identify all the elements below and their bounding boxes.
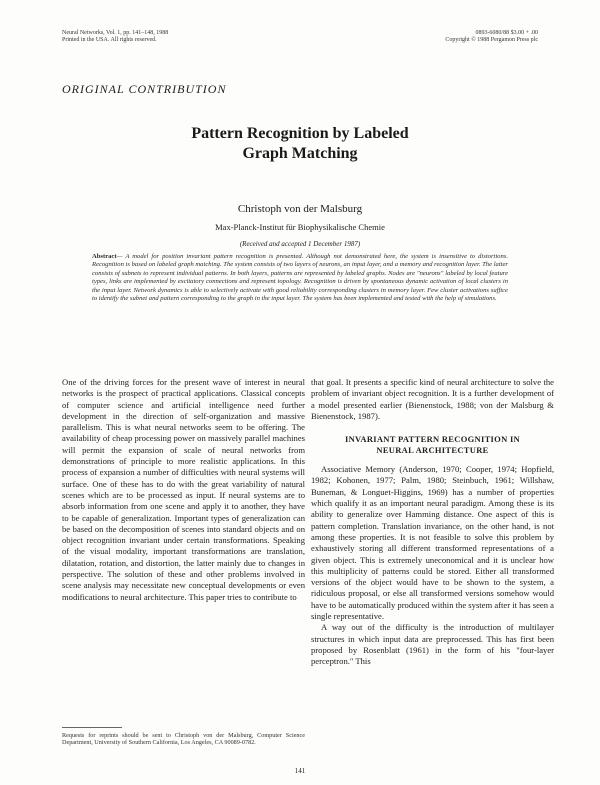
abstract-label: Abstract (92, 253, 117, 260)
section-heading-line1: INVARIANT PATTERN RECOGNITION IN (345, 434, 520, 445)
section-label: ORIGINAL CONTRIBUTION (62, 82, 227, 96)
author-affiliation: Max-Planck-Institut für Biophysikalische Chemie (215, 222, 385, 232)
body-paragraph: A way out of the difficulty is the introduction of multilayer structures in which input data are preprocessed. This has first been proposed by Rosenblatt (1961) in the form of his "four-layer perceptron." This (311, 622, 554, 667)
journal-citation-line1: Neural Networks, Vol. 1, pp. 141–148, 1988 (62, 30, 169, 36)
journal-citation (62, 30, 168, 44)
copyright-line2: Copyright © 1988 Pergamon Press plc (445, 37, 538, 43)
paper-title-line2: Graph Matching (242, 145, 358, 162)
footnote: Requests for reprints should be sent to Christoph von der Malsburg, Computer Science Department, University of Southern California, Los Angeles, CA 90089-0782. (62, 732, 305, 747)
body-paragraph: One of the driving forces for the present wave of interest in neural networks is the prospect of practical applications. Classical concepts of computer science and artificial intelligence need further development in the direction of self-organization and massive parallelism. This is what neural networks seem to be offering. The availability of cheap processing power on massively parallel machines will permit the expansion of scale of neural networks from demonstrations of principle to more realistic applications. In this process of expansion a number of difficulties with neural systems will surface. One of these has to do with the great variability of natural scenes which are to be processed as input. If neural systems are to absorb information from one scene and apply it to another, they have to be capable of generalization. Important types of generalization can be based on the decomposition of scenes into standard objects and on object recognition invariant under certain transformations. Speaking of the visual modality, important transformations are translation, dilatation, rotation, and distortion, the latter mainly due to changes in perspective. The solution of these and other problems involved in scene analysis may necessitate new conceptual developments or even modifications to neural architecture. This paper tries to contribute to (62, 377, 305, 602)
author-name: Christoph von der Malsburg (237, 203, 363, 215)
section-heading-line2: NEURAL ARCHITECTURE (376, 445, 489, 456)
abstract (92, 253, 508, 303)
page-number: 141 (294, 767, 306, 775)
paper-title (0, 124, 600, 164)
body-paragraph: that goal. It presents a specific kind of neural architecture to solve the problem of invariant object recognition. It is a further development of a model presented earlier (Bienenstock, 1988; von der Malsburg & Bienenstock, 1987). (311, 377, 554, 421)
footnote-divider (62, 727, 122, 728)
body-column-left (62, 377, 305, 603)
copyright-line1: 0893-6080/88 $3.00 + .00 (475, 30, 538, 36)
journal-citation-line2: Printed in the USA. All rights reserved. (62, 37, 157, 43)
received-date: (Received and accepted 1 December 1987) (239, 240, 361, 248)
body-column-right (311, 377, 554, 668)
paper-title-line1: Pattern Recognition by Labeled (191, 125, 409, 142)
body-paragraph: Associative Memory (Anderson, 1970; Cooper, 1974; Hopfield, 1982; Kohonen, 1977; Palm, 1980; Steinbuch, 1961; Willshaw, Buneman, & Longuet-Higgins, 1969) has a number of properties which qualify it as an important neural paradigm. Among these is its ability to generalize over Hamming distance. One aspect of this is pattern completion. Translation invariance, on the other hand, is not among these properties. It is not feasible to solve this problem by exhaustively storing all different transformed representations of a given object. This is extremely uneconomical and it is unclear how this multiplicity of patterns could be stored. Either all transformed versions of the object would have to be shown to the system, a ridiculous proposal, or else all transformed versions somehow would have to be automatically produced within the system after it has seen a single representative. (311, 464, 554, 622)
abstract-text: — A model for position invariant pattern recognition is presented. Although not demonstrated here, the system is insensitive to distortions. Recognition is based on labeled graph matching. The system consists of two layers of neurons, an input layer, and a memory and recognition layer. The latter consists of subnets to represent individual patterns. In both layers, patterns are represented by labeled graphs. Nodes are "neurons" labeled by local feature types, links are implemented by excitatory connections and represent topology. Recognition is driven by spontaneous dynamic activation of local clusters in the input layer. Network dynamics is able to selectively activate with good reliability corresponding clusters in memory layer. Few cluster activations suffice to identify the subnet and pattern corresponding to the graph in the input layer. The system has been implemented and tested with the help of simulations. (92, 253, 508, 303)
section-heading (311, 434, 554, 456)
copyright-notice (445, 30, 538, 44)
